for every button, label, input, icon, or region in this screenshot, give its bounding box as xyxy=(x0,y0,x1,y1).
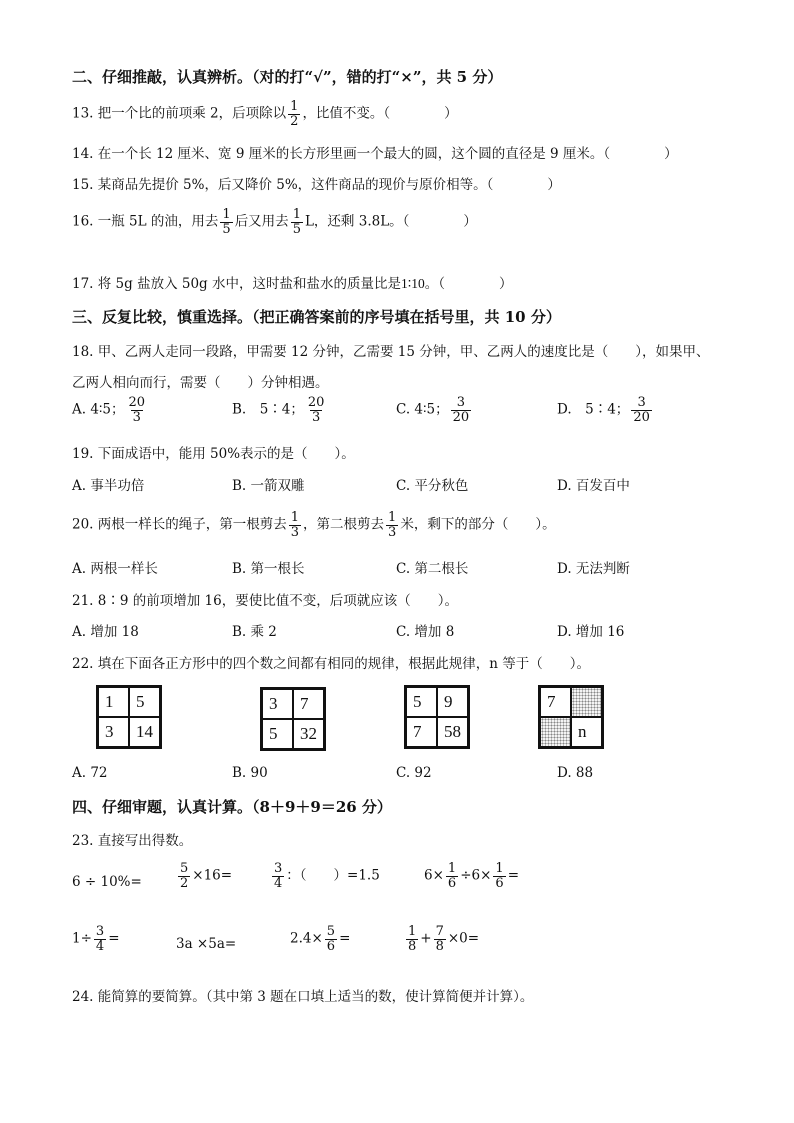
q17-text-b: 。（ ） xyxy=(424,276,513,292)
q20-numerator-2: 1 xyxy=(388,510,397,525)
square-1-cell: 1 xyxy=(98,687,129,717)
calc-1-4-fraction-1 xyxy=(446,862,458,890)
calc-2-4-numerator-1: 1 xyxy=(408,924,417,939)
calc-1-4-denominator-2: 6 xyxy=(495,875,504,891)
q20-denominator-2: 3 xyxy=(388,524,397,540)
calc-1-4 xyxy=(424,862,519,890)
calc-1-4-denominator-1: 6 xyxy=(447,875,457,891)
q16-denominator-1: 5 xyxy=(222,221,231,237)
q20-text-b: ，第二根剪去 xyxy=(303,516,385,533)
question-15: 15. 某商品先提价 5%，后又降价 5%，这件商品的现价与原价相等。（ ） xyxy=(72,177,561,193)
question-16 xyxy=(72,208,477,236)
calc-1-2-text: ×16= xyxy=(192,867,233,884)
q13-text-a: 13. 把一个比的前项乘 2，后项除以 xyxy=(72,105,287,122)
calc-2-4-fraction-2 xyxy=(434,925,446,953)
q13-denominator: 2 xyxy=(290,113,299,129)
q21-option-c: C. 增加 8 xyxy=(396,624,455,640)
q20-numerator-1: 1 xyxy=(290,510,300,525)
q22-option-b: B. 90 xyxy=(232,765,268,781)
q18-option-d xyxy=(557,396,654,424)
q19-option-a: A. 事半功倍 xyxy=(72,478,145,494)
q19-option-c: C. 平分秋色 xyxy=(396,478,469,494)
q20-option-b: B. 第一根长 xyxy=(232,561,305,577)
calc-2-4-fraction-1 xyxy=(406,925,418,953)
calc-1-4-text-c: = xyxy=(507,867,519,884)
square-4-cell: 7 xyxy=(540,687,571,717)
q18-option-c-denominator: 20 xyxy=(452,409,470,425)
q18-option-a-label: A. 4∶5； xyxy=(72,401,125,418)
question-18-line-2: 乙两人相向而行，需要（ ）分钟相遇。 xyxy=(72,375,329,391)
question-19: 19. 下面成语中，能用 50%表示的是（ ）。 xyxy=(72,446,355,462)
calc-2-4-text-c: ×0= xyxy=(447,930,480,947)
q19-option-b: B. 一箭双雕 xyxy=(232,478,305,494)
q16-text-a: 16. 一瓶 5L 的油，用去 xyxy=(72,213,219,230)
q18-option-c-label: C. 4∶5； xyxy=(396,401,449,418)
calc-2-1-text: = xyxy=(108,930,120,947)
q20-fraction-2 xyxy=(386,511,398,539)
calc-2-3 xyxy=(290,925,350,953)
square-1-cell: 5 xyxy=(129,687,160,717)
square-2-cell: 5 xyxy=(262,719,293,749)
q18-option-b-fraction xyxy=(306,396,327,424)
calc-2-2: 3a ×5a= xyxy=(176,936,237,952)
square-2-cell: 32 xyxy=(293,719,324,749)
q18-option-b-label: B. 5∶4； xyxy=(232,401,304,418)
q20-denominator-1: 3 xyxy=(290,524,300,540)
q16-numerator-1: 1 xyxy=(222,207,231,222)
square-2-cell: 3 xyxy=(262,689,293,719)
q18-option-d-label: D. 5∶4； xyxy=(557,401,630,418)
q18-option-c-fraction xyxy=(451,396,472,424)
calc-2-4-numerator-2: 7 xyxy=(435,924,444,939)
calc-1-4-text-b: ÷6× xyxy=(460,867,492,884)
q18-option-a-fraction xyxy=(127,396,148,424)
square-3-cell: 9 xyxy=(437,687,468,717)
calc-2-3-numerator: 5 xyxy=(326,924,336,939)
calc-2-1 xyxy=(72,925,120,953)
q18-option-d-numerator: 3 xyxy=(637,395,646,410)
calc-2-1-numerator: 3 xyxy=(95,924,105,939)
square-1-cell: 14 xyxy=(129,717,160,747)
calc-1-4-text-a: 6× xyxy=(424,867,444,884)
q18-option-d-denominator: 20 xyxy=(633,409,650,425)
q18-option-a-denominator: 3 xyxy=(132,409,141,425)
calc-1-2 xyxy=(176,862,232,890)
question-14: 14. 在一个长 12 厘米、宽 9 厘米的长方形里画一个最大的圆，这个圆的直径是 9 厘米。（ ） xyxy=(72,146,678,162)
q20-option-a: A. 两根一样长 xyxy=(72,561,158,577)
q20-option-d: D. 无法判断 xyxy=(557,561,630,577)
calc-2-1-fraction xyxy=(94,925,106,953)
q18-option-b-denominator: 3 xyxy=(312,409,321,425)
q16-text-c: L，还剩 3.8L。（ ） xyxy=(304,213,477,230)
q21-option-a: A. 增加 18 xyxy=(72,624,139,640)
question-23: 23. 直接写出得数。 xyxy=(72,833,193,849)
q21-option-b: B. 乘 2 xyxy=(232,624,277,640)
section-3-heading: 三、反复比较，慎重选择。（把正确答案前的序号填在括号里，共 10 分） xyxy=(72,308,561,326)
calc-2-4-denominator-2: 8 xyxy=(435,938,444,954)
q16-numerator-2: 1 xyxy=(292,207,301,222)
square-3-cell: 5 xyxy=(406,687,437,717)
q16-text-b: 后又用去 xyxy=(234,213,289,230)
square-4-cell: n xyxy=(571,717,602,747)
calc-1-2-fraction xyxy=(178,862,190,890)
calc-1-3-fraction xyxy=(272,862,284,890)
q20-option-c: C. 第二根长 xyxy=(396,561,469,577)
q16-denominator-2: 5 xyxy=(292,221,301,237)
question-22: 22. 填在下面各正方形中的四个数之间都有相同的规律，根据此规律，n 等于（ ）。 xyxy=(72,656,590,672)
q17-text-a: 17. 将 5g 盐放入 50g 水中，这时盐和盐水的质量比是 xyxy=(72,276,401,292)
number-square-3 xyxy=(404,685,470,749)
calc-1-3-denominator: 4 xyxy=(274,875,283,891)
square-2-cell: 7 xyxy=(293,689,324,719)
q19-option-d: D. 百发百中 xyxy=(557,478,630,494)
number-square-2 xyxy=(260,687,326,751)
q22-option-a: A. 72 xyxy=(72,765,108,781)
question-24: 24. 能简算的要简算。（其中第 3 题在口填上适当的数，使计算简便并计算）。 xyxy=(72,989,534,1005)
question-17 xyxy=(72,272,513,292)
calc-2-4 xyxy=(404,925,479,953)
q20-fraction-1 xyxy=(289,511,301,539)
calc-1-3 xyxy=(270,862,380,890)
calc-2-3-denominator: 6 xyxy=(326,938,336,954)
number-square-1 xyxy=(96,685,162,749)
calc-2-4-text-b: + xyxy=(420,930,432,947)
section-4-heading: 四、仔细审题，认真计算。（8＋9＋9＝26 分） xyxy=(72,798,392,816)
question-13 xyxy=(72,100,458,128)
calc-1-2-numerator: 5 xyxy=(180,861,189,876)
calc-1-4-numerator-2: 1 xyxy=(495,861,504,876)
calc-2-3-fraction xyxy=(325,925,337,953)
q18-option-d-fraction xyxy=(631,396,652,424)
calc-2-4-denominator-1: 8 xyxy=(408,938,417,954)
calc-1-1: 6 ÷ 10%= xyxy=(72,874,142,890)
q13-fraction xyxy=(288,100,300,128)
q13-numerator: 1 xyxy=(290,99,299,114)
number-square-4 xyxy=(538,685,604,749)
question-21: 21. 8∶9 的前项增加 16，要使比值不变，后项就应该（ ）。 xyxy=(72,593,458,609)
q18-option-a-numerator: 20 xyxy=(128,395,146,410)
calc-1-4-numerator-1: 1 xyxy=(447,861,457,876)
q21-option-d: D. 增加 16 xyxy=(557,624,625,640)
question-18-line-1: 18. 甲、乙两人走同一段路，甲需要 12 分钟，乙需要 15 分钟，甲、乙两人的速度比是（ ），如果甲、 xyxy=(72,344,710,360)
q16-fraction-2 xyxy=(291,208,303,236)
square-3-cell: 58 xyxy=(437,717,468,747)
q18-option-c xyxy=(396,396,473,424)
q18-option-a xyxy=(72,396,149,424)
calc-2-3-text: = xyxy=(339,930,351,947)
q20-text-a: 20. 两根一样长的绳子，第一根剪去 xyxy=(72,516,287,533)
q13-text-b: ，比值不变。（ ） xyxy=(302,105,458,122)
q16-fraction-1 xyxy=(220,208,232,236)
calc-2-1-denominator: 4 xyxy=(95,938,105,954)
calc-1-3-numerator: 3 xyxy=(274,861,283,876)
calc-2-3-text-a: 2.4× xyxy=(290,930,323,947)
square-4-shaded-cell xyxy=(571,687,602,717)
question-20 xyxy=(72,511,556,539)
section-2-heading: 二、仔细推敲，认真辨析。（对的打“√”，错的打“×”，共 5 分） xyxy=(72,68,503,86)
q22-option-c: C. 92 xyxy=(396,765,432,781)
q18-option-c-numerator: 3 xyxy=(456,395,466,410)
q18-option-b xyxy=(232,396,328,424)
calc-1-2-denominator: 2 xyxy=(180,875,189,891)
calc-1-4-fraction-2 xyxy=(493,862,505,890)
square-3-cell: 7 xyxy=(406,717,437,747)
q18-option-b-numerator: 20 xyxy=(307,395,325,410)
square-4-shaded-cell xyxy=(540,717,571,747)
calc-1-3-text: ：（ ）=1.5 xyxy=(286,867,380,884)
calc-2-1-text-a: 1÷ xyxy=(72,930,92,947)
q20-text-c: 米，剩下的部分（ ）。 xyxy=(400,516,556,533)
square-1-cell: 3 xyxy=(98,717,129,747)
q17-ratio: 1∶10 xyxy=(400,276,425,291)
q22-option-d: D. 88 xyxy=(557,765,594,781)
